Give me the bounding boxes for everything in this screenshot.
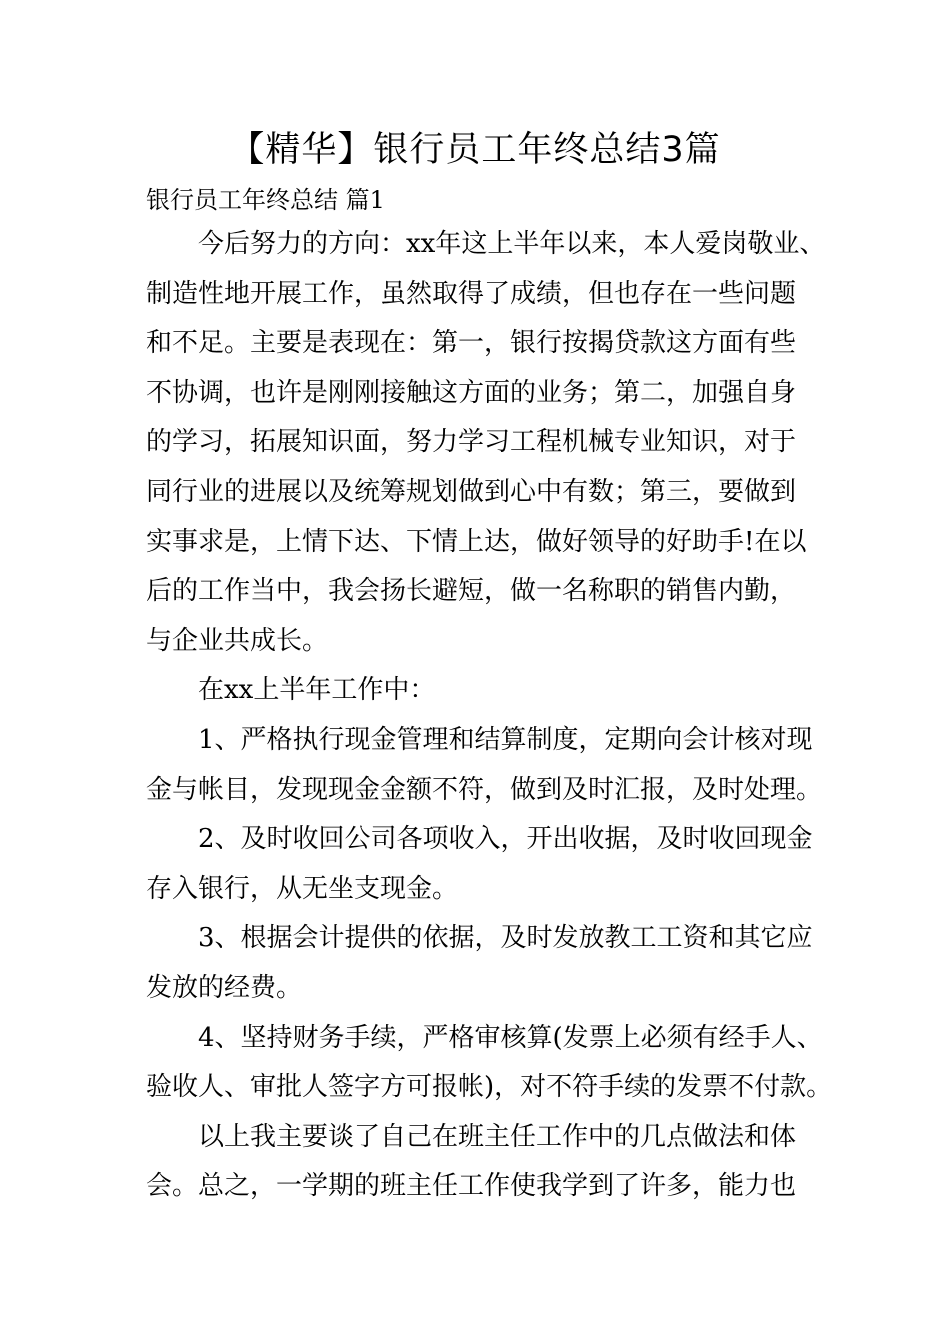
list-item-line: 验收人、审批人签字方可报帐)，对不符手续的发票不付款。: [146, 1072, 833, 1103]
list-item-line: 2、及时收回公司各项收入，开出收据，及时收回现金: [198, 824, 813, 855]
paragraph-line: 在xx上半年工作中：: [198, 675, 436, 706]
paragraph-line: 与企业共成长。: [146, 625, 329, 656]
document-body: [146, 220, 833, 1212]
paragraph-line: 制造性地开展工作，虽然取得了成绩，但也存在一些问题: [146, 278, 797, 309]
paragraph-line: 的学习，拓展知识面，努力学习工程机械专业知识，对于: [146, 427, 797, 458]
list-item-line: 3、根据会计提供的依据，及时发放教工工资和其它应: [198, 923, 813, 954]
paragraph-line: 实事求是，上情下达、下情上达，做好领导的好助手!在以: [146, 526, 807, 557]
section-heading: 银行员工年终总结 篇1: [146, 186, 385, 214]
list-item-line: 金与帐目，发现现金金额不符，做到及时汇报，及时处理。: [146, 774, 823, 805]
paragraph-line: 会。总之，一学期的班主任工作使我学到了许多，能力也: [146, 1171, 797, 1202]
paragraph-line: 和不足。主要是表现在：第一，银行按揭贷款这方面有些: [146, 328, 797, 359]
paragraph-line: 后的工作当中，我会扬长避短，做一名称职的销售内勤，: [146, 576, 797, 607]
list-item-line: 发放的经费。: [146, 972, 303, 1003]
list-item-line: 存入银行，从无坐支现金。: [146, 873, 459, 904]
document-title: 【精华】银行员工年终总结3篇: [229, 130, 721, 170]
paragraph-line: 以上我主要谈了自己在班主任工作中的几点做法和体: [198, 1121, 797, 1152]
list-item-line: 4、坚持财务手续，严格审核算(发票上必须有经手人、: [198, 1022, 823, 1053]
paragraph-line: 不协调，也许是刚刚接触这方面的业务；第二，加强自身: [146, 377, 797, 408]
paragraph-line: 今后努力的方向：xx年这上半年以来，本人爱岗敬业、: [198, 229, 826, 259]
paragraph-line: 同行业的进展以及统筹规划做到心中有数；第三，要做到: [146, 476, 797, 507]
list-item-line: 1、严格执行现金管理和结算制度，定期向会计核对现: [198, 724, 813, 755]
